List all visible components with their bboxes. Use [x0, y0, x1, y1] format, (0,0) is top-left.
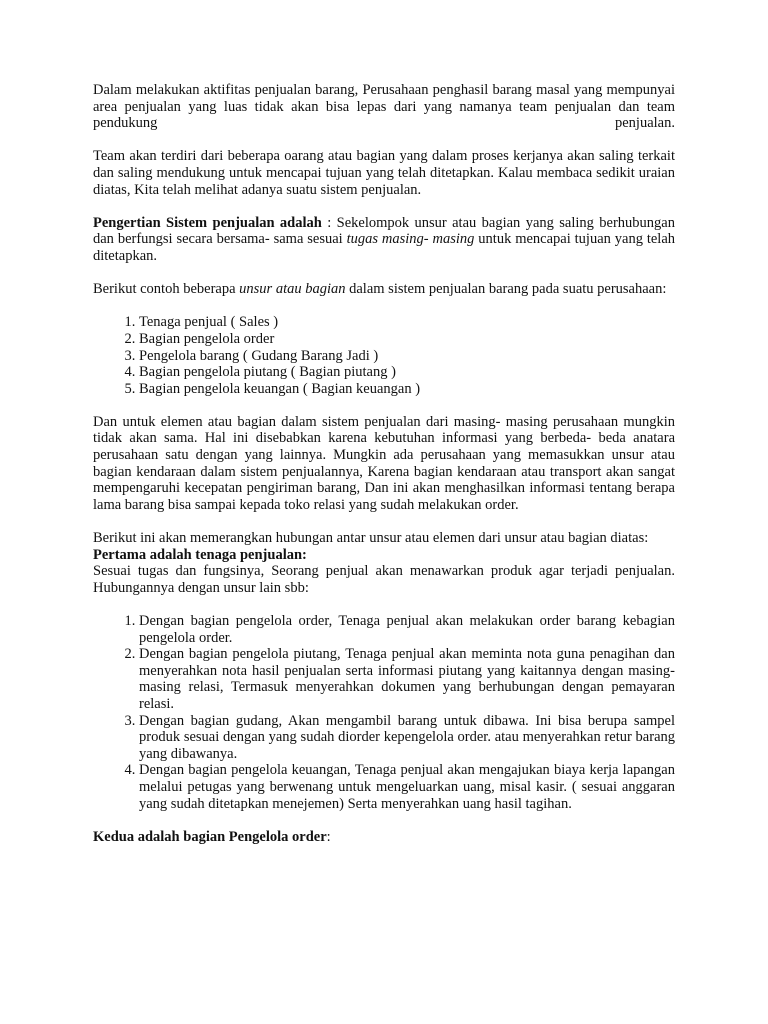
units-list	[93, 314, 675, 397]
definition-term: Pengertian Sistem penjualan adalah	[93, 214, 322, 231]
first-heading-text: Pertama adalah tenaga penjualan:	[93, 546, 307, 563]
list-item: 3. Dengan bagian gudang, Akan mengambil barang untuk dibawa. Ini bisa berupa sampel produk sesuai dengan yang sudah diorder kepengelola order. atau menyerahkan retur barang yang dibawanya.	[139, 713, 675, 763]
list-item: 2. Bagian pengelola order	[139, 331, 675, 348]
definition-text-2: untuk mencapai tujuan yang telah ditetapkan.	[93, 231, 676, 264]
paragraph-elements: Dan untuk elemen atau bagian dalam sistem penjualan dari masing- masing perusahaan mungkin tidak akan sama. Hal ini disebabkan karena kebutuhan informasi yang berbeda- beda anatara perusahaan satu dengan yang lainnya. Mungkin ada perusahaan yang memasukkan unsur atau bagian kendaraan dalam sistem penjualannya, Karena bagian kendaraan atau transport akan sangat mempengaruhi kecepatan pengiriman barang, Dan ini akan menghasilkan informasi tentang berapa lama barang bisa sampai kepada toko relasi yang sudah melakukan order.	[93, 413, 675, 513]
paragraph-team: Team akan terdiri dari beberapa oarang atau bagian yang dalam proses kerjanya akan saling terkait dan saling mendukung untuk mencapai tujuan yang telah ditetapkan. Kalau membaca sedikit uraian diatas, Kita telah melihat adanya suatu sistem penjualan.	[93, 148, 675, 198]
paragraph-definition	[93, 215, 675, 265]
units-intro-before: Berikut contoh beberapa	[93, 281, 240, 298]
definition-italic: tugas masing- masing	[346, 231, 475, 248]
paragraph-units-intro	[93, 281, 675, 298]
units-intro-after: dalam sistem penjualan barang pada suatu perusahaan:	[345, 281, 667, 298]
second-heading-colon: :	[326, 828, 331, 845]
list-item: 2. Dengan bagian pengelola piutang, Tenaga penjual akan meminta nota guna penagihan dan menyerahkan nota hasil penjualan serta informasi piutang yang kaitannya dengan masing-masing relasi, Termasuk menyerahkan dokumen yang berhubungan dengan pemayaran relasi.	[139, 646, 675, 712]
first-heading	[93, 547, 675, 564]
second-heading	[93, 829, 675, 846]
paragraph-intro: Dalam melakukan aktifitas penjualan barang, Perusahaan penghasil barang masal yang mempunyai area penjualan yang luas tidak akan bisa lepas dari yang namanya team penjualan dan team pendukung penjualan.	[93, 82, 675, 132]
paragraph-relations-intro: Berikut ini akan memerangkan hubungan antar unsur atau elemen dari unsur atau bagian diatas:	[93, 530, 649, 547]
definition-text-1: : Sekelompok unsur atau bagian yang saling berhubungan dan berfungsi secara bersama- sama sesuai	[93, 214, 675, 248]
list-item: 1. Dengan bagian pengelola order, Tenaga penjual akan melakukan order barang kebagian pengelola order.	[139, 613, 675, 646]
list-item: 1. Tenaga penjual ( Sales )	[139, 314, 675, 331]
list-item: 4. Dengan bagian pengelola keuangan, Tenaga penjual akan mengajukan biaya kerja lapangan melalui petugas yang berwenang untuk mengeluarkan uang, misal kasir. ( sesuai anggaran yang sudah ditetapkan menejemen) Serta menyerahkan uang hasil tagihan.	[139, 762, 675, 812]
document-page	[93, 82, 675, 862]
second-heading-text: Kedua adalah bagian Pengelola order	[93, 828, 327, 845]
list-item: 5. Bagian pengelola keuangan ( Bagian keuangan )	[139, 381, 675, 398]
paragraph-first-text: Sesuai tugas dan fungsinya, Seorang penjual akan menawarkan produk agar terjadi penjualan. Hubungannya dengan unsur lain sbb:	[93, 563, 675, 596]
list-item: 3. Pengelola barang ( Gudang Barang Jadi )	[139, 348, 675, 365]
units-intro-italic: unsur atau bagian	[239, 281, 346, 298]
list-item: 4. Bagian pengelola piutang ( Bagian piutang )	[139, 364, 675, 381]
relations-list	[93, 613, 675, 812]
